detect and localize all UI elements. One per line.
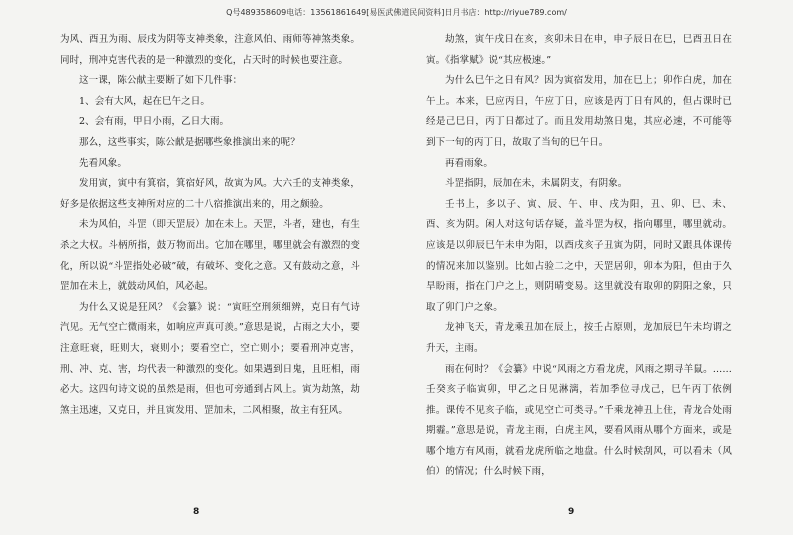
paragraph: 未为风伯，斗罡（即天罡辰）加在未上。天罡，斗者，建也，有生杀之大权。斗柄所指，鼓万物而出。它加在哪里，哪里就会有激烈的变化，所以说“斗罡指处必破”破，有破坏、变化之意。又有鼓动之意，斗罡加在未上，就鼓动风伯，风必起。: [60, 219, 360, 293]
page-number: 8: [193, 507, 200, 517]
paragraph: 劫煞，寅午戌日在亥，亥卯未日在申，申子辰日在巳，巳酉丑日在寅。《指掌赋》说“其应极速。”: [426, 34, 732, 66]
paragraph: 那么，这些事实，陈公献是据哪些象推演出来的呢？: [79, 136, 300, 148]
paragraph: 先看风象。: [79, 157, 128, 169]
paragraph: 再看雨象。: [445, 157, 494, 169]
right-page: [426, 30, 732, 483]
paragraph: 1、会有大风，起在巳午之日。: [79, 95, 210, 107]
paragraph: 为什么又说是狂风？《会纂》说：“寅旺空刑须细辨，克日有气诗汽见。无气空亡微雨来，如响应声真可羡。”意思是说，占雨之大小，要注意旺衰，旺则大，衰则小；要看空亡，空亡则小；要看刑冲克害，刑、冲、克、害，均代表一种激烈的变化。如果遇到日鬼，且旺相，雨必大。这四句诗文说的虽然是雨，但也可旁通到占风上。寅为劫煞，劫煞主迅速，又克日，并且寅发用、罡加未，二风相聚，故主有狂风。: [60, 301, 360, 416]
paragraph: 雨在何时？《会纂》中说“风雨之方看龙虎，风雨之期寻羊鼠。……壬癸亥子临寅卯，甲乙之日见淋漓，若加季位寻戊己，巳午丙丁依例推。课传不见亥子临，或见空亡可类寻。”千乘龙神丑上住，青龙合处雨期霾。”意思是说，青龙主雨，白虎主风，要看风雨从哪个方面来，或是哪个地方有风雨，就看龙虎所临之地盘。什么时候刮风，可以看未（风伯）的情况；什么时候下雨，: [426, 363, 732, 478]
paragraph: 2、会有雨，甲日小雨，乙日大雨。: [79, 116, 230, 128]
left-page: [60, 30, 360, 421]
page-header: Q号489358609电话：13561861649[易医武佛道民间资料]日月书店：http://riyue789.com/: [226, 8, 567, 17]
paragraph: 为风、酉丑为雨、辰戌为阴等支神类象，注意风伯、雨师等神煞类象。同时，刑冲克害代表的是一种激烈的变化，占天时的时候也要注意。: [60, 34, 360, 66]
paragraph: 龙神飞天，青龙乘丑加在辰上，按壬占原则，龙加辰巳午未均谓之升天，主雨。: [426, 322, 732, 354]
paragraph: 为什么巳午之日有风？因为寅宿发用，加在巳上；卯作白虎，加在午上。本来，巳应丙日，午应丁日，应该是丙丁日有风的，但占课时已经是己巳日，丙丁日都过了。而且发用劫煞日鬼，其应必速，不可能等到下一旬的丙丁日，故取了当旬的巳午日。: [426, 75, 732, 148]
paragraph: 壬书上，多以子、寅、辰、午、申、戌为阳，丑、卯、巳、未、酉、亥为阴。闲人对这句话存疑，盖斗罡为权，指向哪里，哪里就动。应该是以卯辰巳午未申为阳，以酉戌亥子丑寅为阴，同时又跟具体课传的情况来加以鉴别。比如占验二之中，天罡居卯，卯本为阳，但由于久旱盼雨，指在门户之上，则阴晴变易。这里就没有取卯的阴阳之象，只取了卯门户之象。: [426, 198, 732, 313]
page-number: 9: [568, 507, 575, 517]
paragraph: 这一课，陈公献主要断了如下几件事：: [79, 75, 243, 87]
paragraph: 斗罡指阴，辰加在未，未属阴支，有阴象。: [445, 178, 628, 190]
paragraph: 发用寅，寅中有箕宿，箕宿好风，故寅为风。大六壬的支神类象，好多是依据这些支神所对应的二十八宿推演出来的，用之颇验。: [60, 178, 360, 210]
